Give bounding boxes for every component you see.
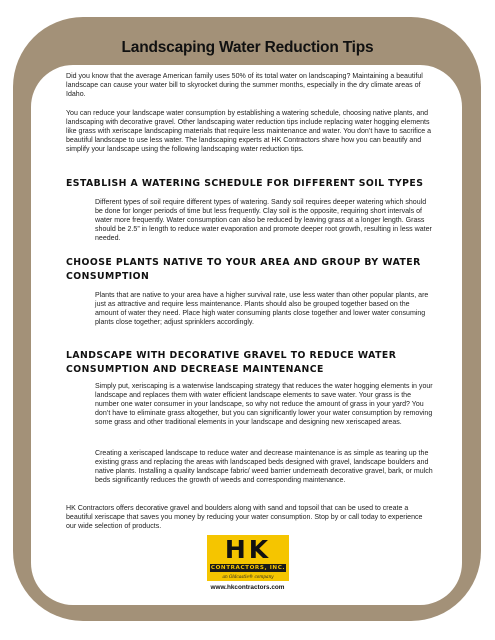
logo-letters: HK (224, 535, 272, 564)
logo-band-text: CONTRACTORS, INC. (210, 565, 286, 571)
section-paragraph-xeriscaped-landscape: Creating a xeriscaped landscape to reduce water and decrease maintenance is as simple as tearing up the existing grass and replacing the areas with landscaped beds designed with gravel, landscape boulders and native plants. Installing a quality landscape fabric/ weed barrier underneath decorative gravel, bark, or mulch beds significantly reduces the growth of weeds and corresponding maintenance. (95, 450, 433, 485)
section-paragraph-watering-schedule: Different types of soil require different types of watering. Sandy soil requires deeper watering which should be done for longer periods of time but less frequently. Clay soil is the opposite, requiring short intervals of water more frequently. Water consumption can also be reduced by leaving grass at a longer length. Grass should be 2.5” in length to reduce water evaporation and promote deeper root growth, resulting in less water needed. (95, 199, 432, 243)
page-title: Landscaping Water Reduction Tips (121, 39, 374, 56)
section-paragraph-native-plants: Plants that are native to your area have a higher survival rate, use less water than other popular plants, are just as attractive and require less maintenance. Plants should also be grouped together based on the amount of water they need. Place high water consuming plants close together and lower water consuming plants close together; adjust sprinklers accordingly. (95, 292, 429, 327)
section-heading-native-plants: CHOOSE PLANTS NATIVE TO YOUR AREA AND GROUP BY WATER CONSUMPTION (66, 257, 421, 282)
closing-paragraph: HK Contractors offers decorative gravel and boulders along with sand and topsoil that can be used to create a beautiful xeriscape that saves you money by reducing your water consumption. Stop by or call today to experience our wide selection of products. (66, 505, 423, 531)
hk-contractors-logo (207, 535, 289, 581)
intro-paragraph-1: Did you know that the average American family uses 50% of its total water on landscaping? Maintaining a beautiful landscape can cause your water bill to skyrocket during the summer months, especially in the dry climate areas of Idaho. (66, 73, 423, 99)
intro-paragraph-2: You can reduce your landscape water consumption by establishing a watering schedule, choosing native plants, and landscaping with decorative gravel. Other landscaping water reduction tips include replacing water hogging elements like grass with xeriscape landscaping materials that require less maintenance and water. You don’t have to sacrifice a beautiful landscape to use less water. The landscaping experts at HK Contractors share how you can beautify and simplify your landscape using the following landscaping water reduction tips. (66, 110, 432, 154)
section-heading-decorative-gravel: LANDSCAPE WITH DECORATIVE GRAVEL TO REDUCE WATER CONSUMPTION AND DECREASE MAINTENANCE (66, 350, 397, 375)
section-heading-watering-schedule: ESTABLISH A WATERING SCHEDULE FOR DIFFERENT SOIL TYPES (66, 178, 424, 189)
logo-tagline: an Oldcastle® company (222, 574, 274, 579)
section-paragraph-xeriscaping: Simply put, xeriscaping is a waterwise landscaping strategy that reduces the water hogging elements in your landscape and replaces them with water efficient landscape elements to save water. Your grass is the number one water consumer in your landscape, so why not reduce the amount of grass in your yard? You don’t have to eliminate grass altogether, but you can significantly lower your water consumption by removing some grass and other traditional elements in your landscape and designing new xeriscaped areas. (95, 383, 433, 427)
website-link[interactable]: www.hkcontractors.com (210, 584, 285, 591)
